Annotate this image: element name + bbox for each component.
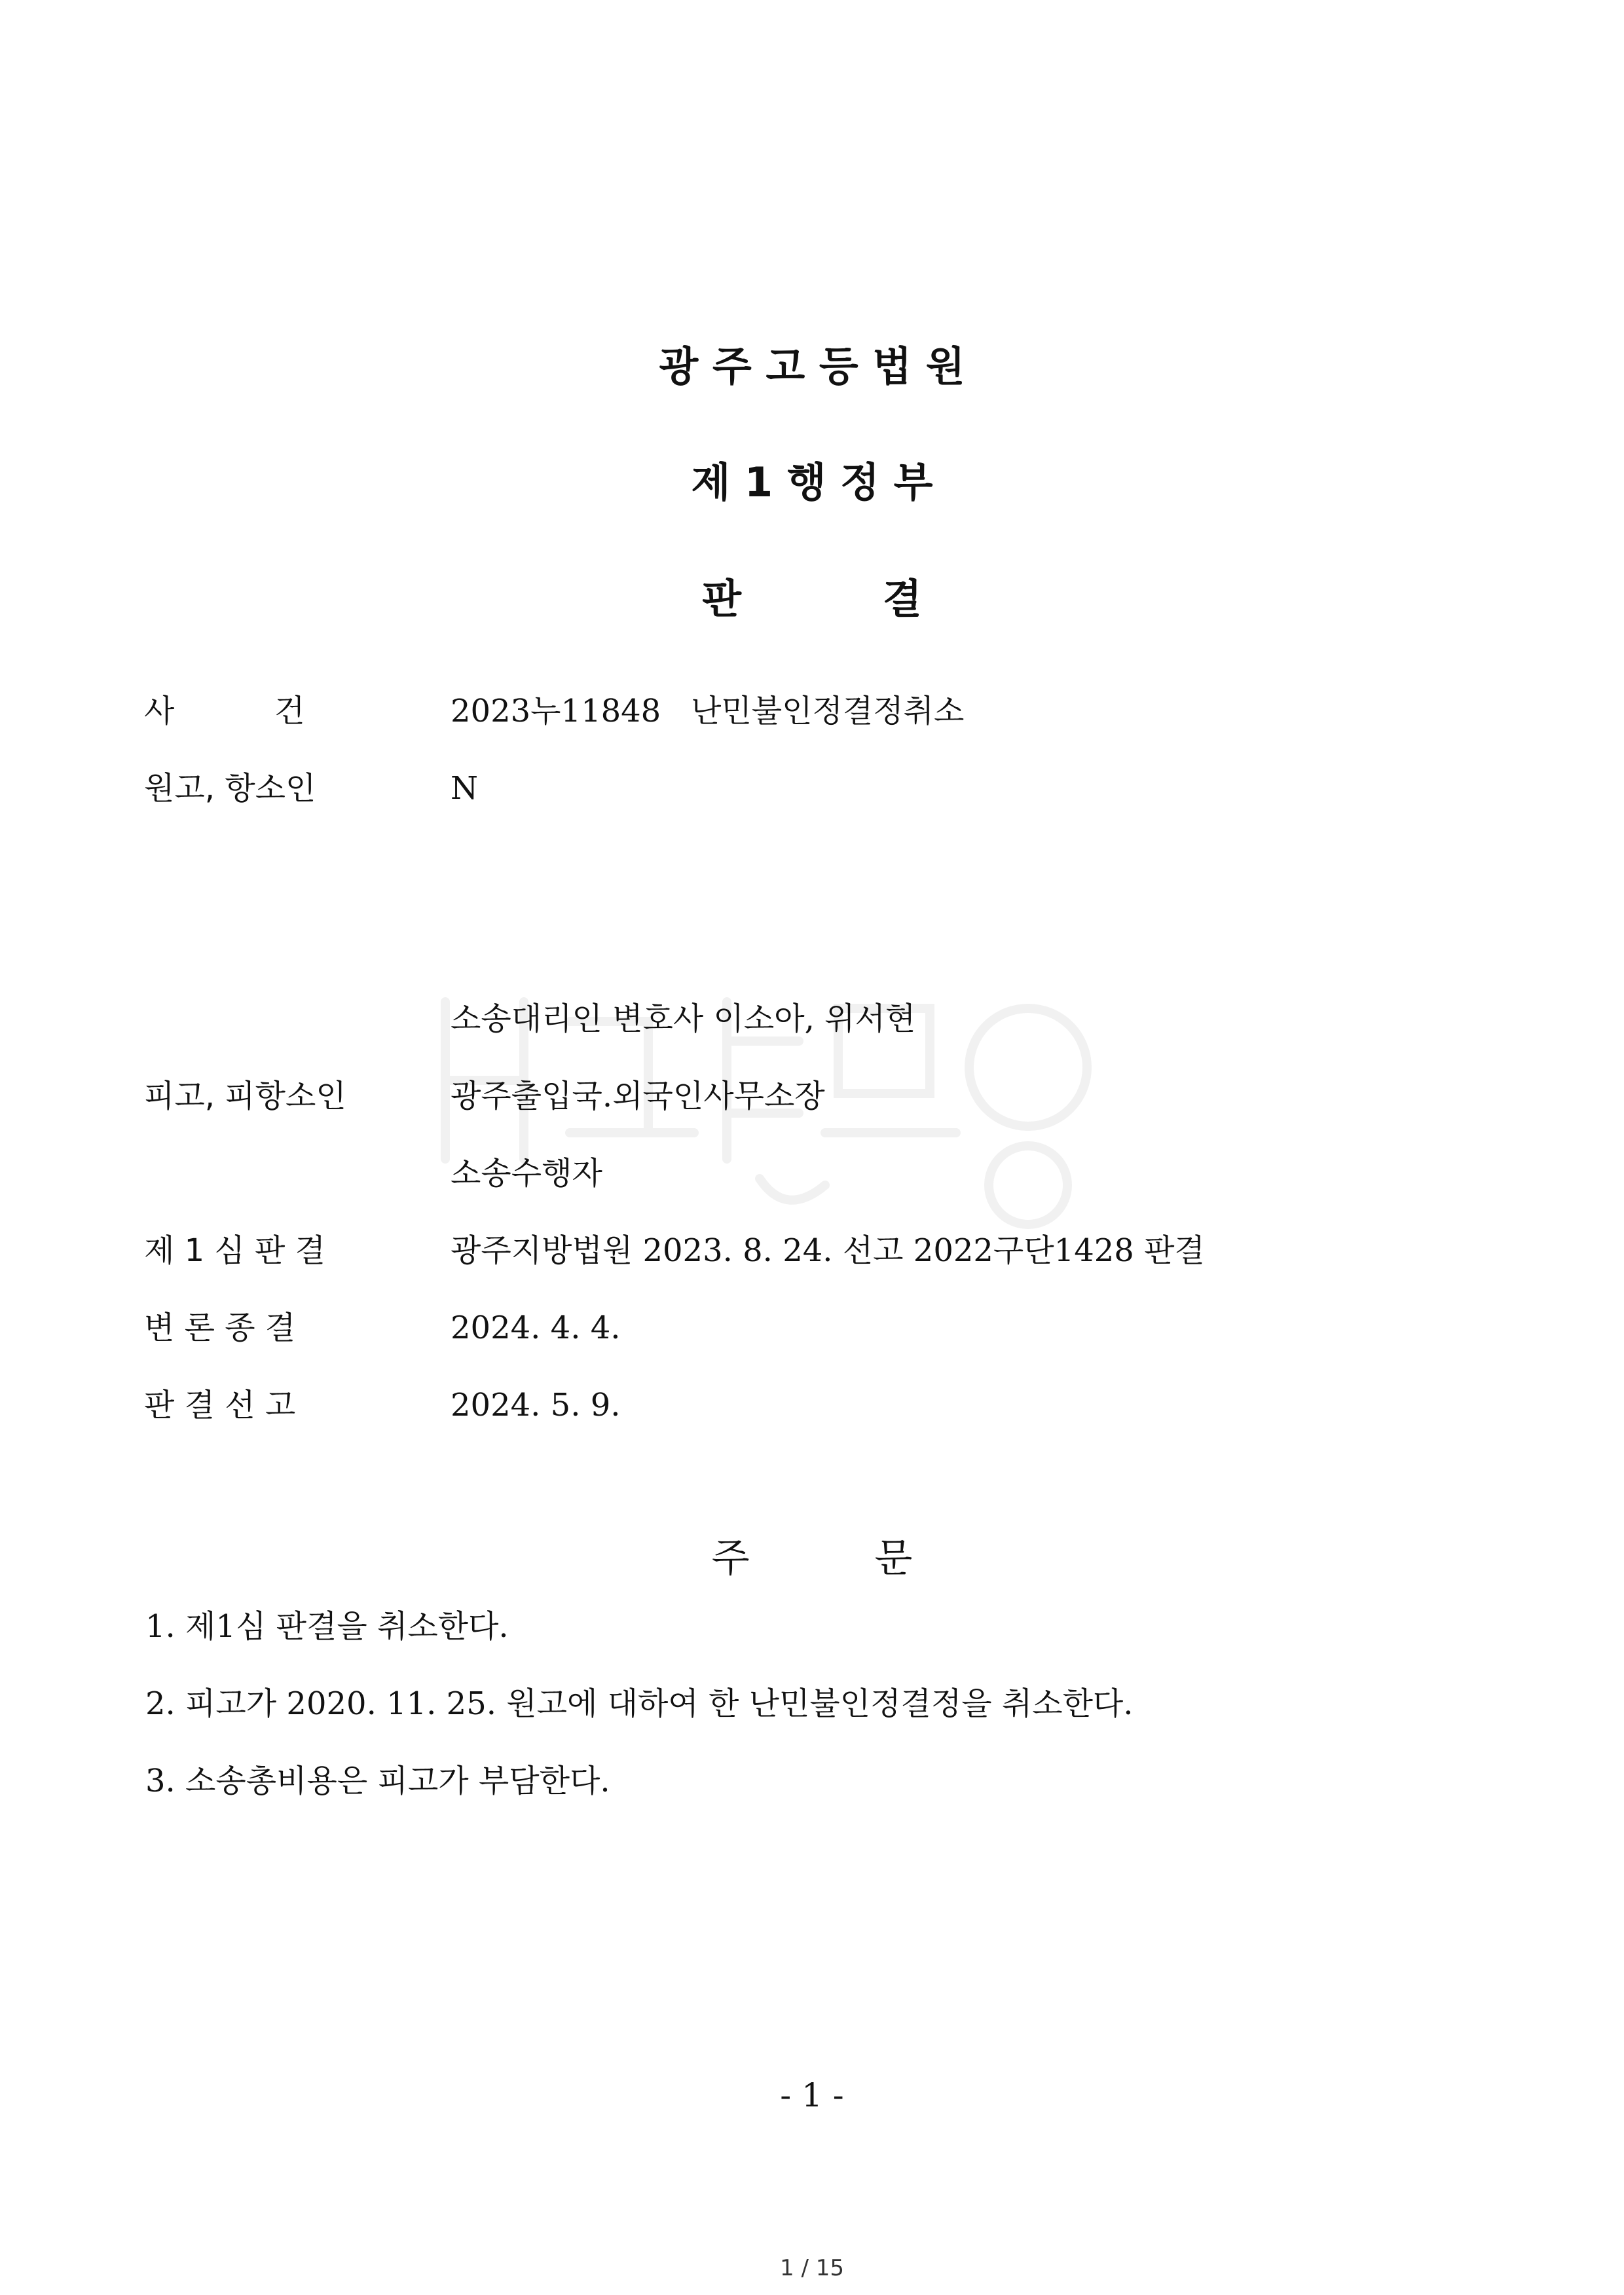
case-value: 2023누11848 난민불인정결정취소 (451, 693, 965, 729)
defendant-value: 광주출입국.외국인사무소장 (451, 1078, 825, 1114)
closing-argument-label: 변 론 종 결 (144, 1310, 296, 1346)
order-title: 주 문 (711, 1535, 913, 1581)
document-title: 판 결 (702, 575, 922, 623)
first-instance-value: 광주지방법원 2023. 8. 24. 선고 2022구단1428 판결 (451, 1232, 1205, 1269)
viewer-page-indicator: 1 / 15 (780, 2255, 844, 2281)
defendant-label: 피고, 피항소인 (144, 1078, 346, 1114)
judgment-date-value: 2024. 5. 9. (451, 1387, 621, 1423)
case-label: 사 건 (144, 693, 305, 729)
plaintiff-value: N (451, 770, 478, 807)
plaintiff-label: 원고, 항소인 (144, 770, 316, 807)
order-item: 3. 소송총비용은 피고가 부담한다. (145, 1763, 610, 1799)
plaintiff-counsel: 소송대리인 변호사 이소아, 위서현 (451, 1001, 916, 1037)
division-name: 제 1 행 정 부 (691, 458, 933, 506)
order-item: 1. 제1심 판결을 취소한다. (145, 1608, 509, 1645)
judgment-date-label: 판 결 선 고 (144, 1387, 296, 1423)
closing-argument-value: 2024. 4. 4. (451, 1310, 621, 1346)
order-item: 2. 피고가 2020. 11. 25. 원고에 대하여 한 난민불인정결정을 취소한다. (145, 1685, 1134, 1722)
court-name: 광 주 고 등 법 원 (659, 342, 965, 390)
page-number: - 1 - (780, 2076, 844, 2114)
defendant-agent: 소송수행자 (451, 1155, 602, 1192)
first-instance-label: 제 1 심 판 결 (144, 1232, 326, 1269)
